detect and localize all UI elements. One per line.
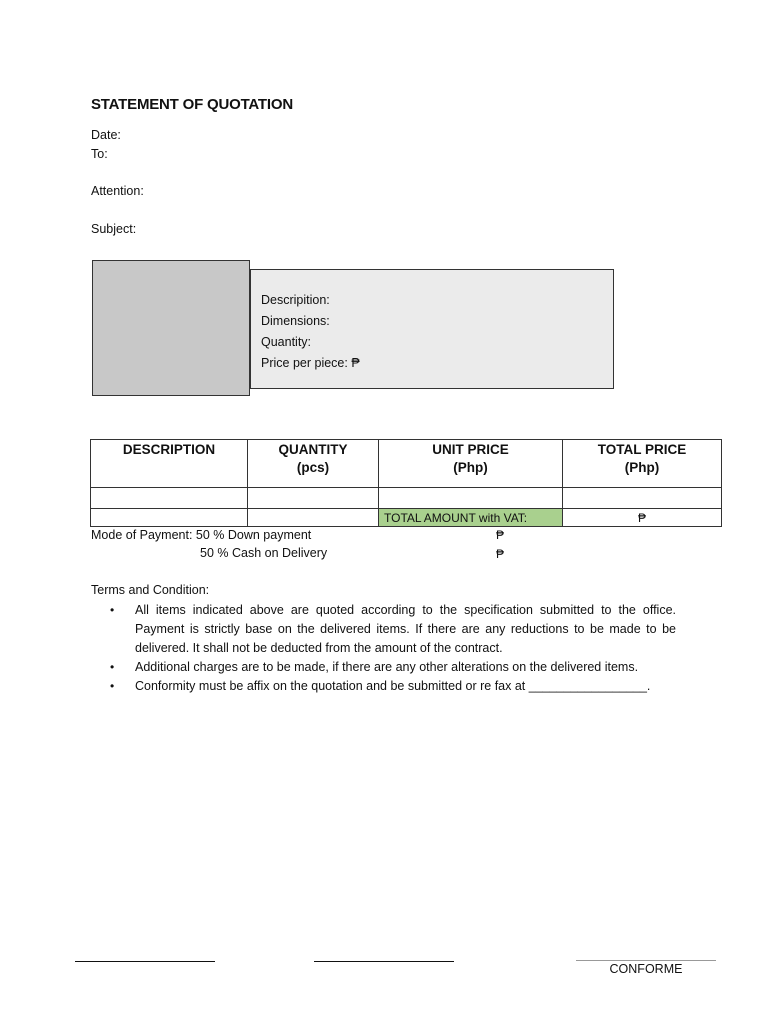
list-item: • Additional charges are to be made, if there are any other alterations on the delivered items. <box>108 658 676 677</box>
signature-line-1 <box>75 961 215 962</box>
product-info-box <box>250 269 614 389</box>
signature-line-conforme <box>576 960 716 961</box>
terms-list <box>108 601 676 696</box>
down-payment-value: ₱ <box>496 528 505 542</box>
price-per-piece-label: Price per piece: ₱ <box>261 356 360 370</box>
cell-empty <box>91 509 248 527</box>
dimensions-label: Dimensions: <box>261 314 330 328</box>
header-unit-price: UNIT PRICE (Php) <box>379 440 563 488</box>
date-label: Date: <box>91 128 121 142</box>
terms-heading: Terms and Condition: <box>91 583 210 597</box>
description-label: Descripition: <box>261 293 330 307</box>
table-row <box>91 488 722 509</box>
payment-cod-label: 50 % Cash on Delivery <box>200 546 328 560</box>
document-title: STATEMENT OF QUOTATION <box>91 96 293 113</box>
conforme-label: CONFORME <box>609 962 683 976</box>
bullet-icon: • <box>110 660 115 674</box>
signature-line-2 <box>314 961 454 962</box>
quantity-label: Quantity: <box>261 335 312 349</box>
list-item: • Conformity must be affix on the quotation and be submitted or re fax at _________________. <box>108 677 676 696</box>
cell-total-price[interactable] <box>563 488 722 509</box>
table-total-row <box>91 509 722 527</box>
total-amount-value[interactable]: ₱ <box>563 509 722 527</box>
list-item: • All items indicated above are quoted according to the specification submitted to the office. Payment is strictly base on the delivered items. If there are any reductions to be made to be delivered. It shall not be deducted from the amount of the contract. <box>110 603 676 655</box>
product-image-placeholder <box>92 260 250 396</box>
cod-payment-value: ₱ <box>496 547 505 561</box>
cell-empty <box>248 509 379 527</box>
total-amount-label: TOTAL AMOUNT with VAT: <box>379 509 563 527</box>
cell-description[interactable] <box>91 488 248 509</box>
header-quantity: QUANTITY (pcs) <box>248 440 379 488</box>
bullet-icon: • <box>110 679 115 693</box>
bullet-icon: • <box>110 603 115 617</box>
quotation-table <box>90 439 722 527</box>
subject-label: Subject: <box>91 222 137 236</box>
table-header-row <box>91 440 722 488</box>
header-description: DESCRIPTION <box>91 440 248 488</box>
cell-unit-price[interactable] <box>379 488 563 509</box>
header-total-price: TOTAL PRICE (Php) <box>563 440 722 488</box>
to-label: To: <box>91 147 108 161</box>
cell-quantity[interactable] <box>248 488 379 509</box>
payment-mode-label: Mode of Payment: 50 % Down payment <box>91 528 312 542</box>
attention-label: Attention: <box>91 184 144 198</box>
